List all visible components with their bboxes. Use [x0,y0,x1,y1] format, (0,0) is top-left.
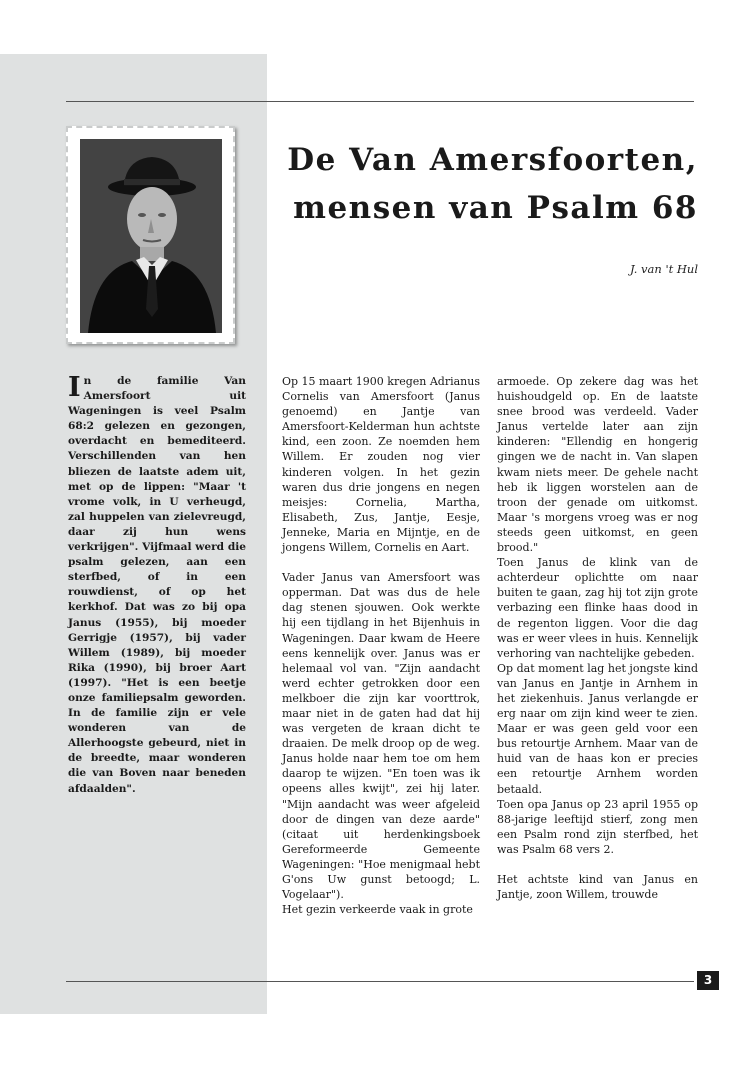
photo-frame [66,126,235,344]
drop-cap: I [68,372,81,403]
paragraph: Toen opa Janus op 23 april 1955 op 88-jarige leeftijd stierf, zong men een Psalm rond zijn sterfbed, het was Psalm 68 vers 2. [497,797,698,856]
intro-text: n de familie Van Amersfoort uit Wageningen is veel Psalm 68:2 gelezen en gezongen, overdacht en bemediteerd. Verschillenden van hen bliezen de laatste adem uit, met op de lippen: "Maar 't vrome volk, in U verheugd, zal huppelen van zielevreugd, daar zij hun wens verkrijgen". Vijfmaal werd die psalm gelezen, aan een sterfbed, of in een rouwdienst, of op het kerkhof. Dat was zo bij opa Janus (1955), bij moeder Gerrigje (1957), bij vader Willem (1989), bij moeder Rika (1990), bij broer Aart (1997). "Het is een beetje onze familiepsalm geworden. In de familie zijn er vele wonderen van de Allerhoogste gebeurd, niet in de breedte, maar wonderen die van Boven naar beneden afdaalden". [68,375,246,795]
author-byline: J. van 't Hul [630,262,698,276]
body-column-3 [497,374,698,902]
page-number: 3 [697,971,719,990]
paragraph: Toen Janus de klink van de achterdeur oplichtte om naar buiten te gaan, zag hij tot zijn grote verbazing een flinke haas dood in de regenton liggen. Voor die dag was er weer vlees in huis. Kennelijk verhoring van nachtelijke gebeden. [497,556,698,660]
body-column-2 [282,374,480,917]
paragraph: Op dat moment lag het jongste kind van Janus en Jantje in Arnhem in het ziekenhuis. Janus verlangde er erg naar om zijn kind weer te zien. Maar er was geen geld voor een bus retourtje Arnhem. Maar van de huid van de haas kon er precies een retourtje Arnhem worden betaald. [497,661,698,796]
intro-column [68,374,246,797]
bottom-rule [66,981,694,982]
title-line-2: mensen van Psalm 68 [293,190,698,226]
paragraph: armoede. Op zekere dag was het huishoudgeld op. En de laatste snee brood was verdeeld. Vader Janus vertelde later aan zijn kinderen: "Ellendig en hongerig gingen we de nacht in. Van slapen kwam niets meer. De gehele nacht heb ik liggen worstelen aan de troon der genade om uitkomst. Maar 's morgens vroeg was er nog steeds geen uitkomst, en geen brood." [497,375,698,555]
top-rule [66,101,694,102]
article-title [270,136,698,232]
paragraph: Het gezin verkeerde vaak in grote [282,903,473,917]
paragraph: Vader Janus van Amersfoort was opperman. Dat was dus de hele dag stenen sjouwen. Ook werkte hij een tijdlang in het Bijenhuis in Wageningen. Daar kwam de Heere eens kennelijk over. Janus was er helemaal vol van. "Zijn aandacht werd echter getrokken door een melkboer die zijn kar voorttrok, maar niet in de gaten had dat hij was vergeten de kraan dicht te draaien. De melk droop op de weg. Janus holde naar hem toe om hem daarop te wijzen. "En toen was ik opeens alles kwijt", zei hij later. "Mijn aandacht was weer afgeleid door de dingen van deze aarde" (citaat uit herdenkingsboek Gereformeerde Gemeente Wageningen: "Hoe menigmaal hebt G'ons Uw gunst betoogd; L. Vogelaar"). [282,571,480,902]
paragraph: Het achtste kind van Janus en Jantje, zoon Willem, trouwde [497,873,698,902]
portrait-icon [80,139,222,333]
portrait-photo [80,139,222,333]
paragraph: Op 15 maart 1900 kregen Adrianus Cornelis van Amersfoort (Janus genoemd) en Jantje van Amersfoort-Kelderman hun achtste kind, een zoon. Ze noemden hem Willem. Er zouden nog vier kinderen volgen. In het gezin waren dus drie jongens en negen meisjes: Cornelia, Martha, Elisabeth, Zus, Jantje, Eesje, Jenneke, Maria en Mijntje, en de jongens Willem, Cornelis en Aart. [282,375,480,555]
title-line-1: De Van Amersfoorten, [287,142,698,178]
